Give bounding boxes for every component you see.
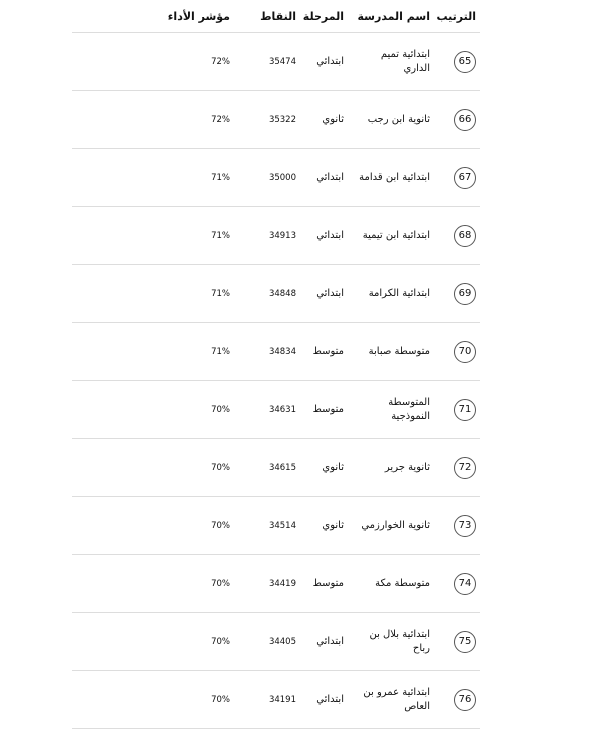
performance-cell — [72, 33, 248, 91]
school-name-cell: ابتدائية الكرامة — [344, 265, 430, 323]
points-cell — [248, 33, 296, 91]
points-cell — [248, 323, 296, 381]
stage-cell: متوسط — [296, 555, 344, 613]
points-cell — [248, 555, 296, 613]
stage-cell: ابتدائي — [296, 671, 344, 729]
table-row — [72, 265, 480, 323]
stage-cell: ابتدائي — [296, 149, 344, 207]
table-row — [72, 671, 480, 729]
rank-cell — [430, 613, 480, 671]
stage-cell: متوسط — [296, 381, 344, 439]
points-value: 34913 — [268, 230, 296, 241]
rank-badge: 73 — [454, 515, 476, 537]
performance-value: 70% — [211, 636, 230, 647]
school-name-cell: ثانوية الخوارزمي — [344, 497, 430, 555]
performance-value: 72% — [211, 56, 230, 67]
performance-cell — [72, 381, 248, 439]
ranking-table-container — [72, 0, 480, 729]
rank-badge: 67 — [454, 167, 476, 189]
performance-value: 70% — [211, 694, 230, 705]
performance-value: 70% — [211, 578, 230, 589]
rank-cell — [430, 323, 480, 381]
table-body — [72, 33, 480, 729]
rank-badge: 65 — [454, 51, 476, 73]
points-cell — [248, 381, 296, 439]
rank-badge: 66 — [454, 109, 476, 131]
school-name-cell: ابتدائية ابن قدامة — [344, 149, 430, 207]
rank-cell — [430, 497, 480, 555]
points-value: 35322 — [268, 114, 296, 125]
performance-cell — [72, 671, 248, 729]
rank-cell — [430, 207, 480, 265]
rank-badge: 69 — [454, 283, 476, 305]
performance-cell — [72, 323, 248, 381]
school-name-cell: ابتدائية تميم الداري — [344, 33, 430, 91]
header-points: النقاط — [248, 0, 296, 33]
performance-cell — [72, 91, 248, 149]
points-cell — [248, 91, 296, 149]
header-stage: المرحلة — [296, 0, 344, 33]
points-value: 34514 — [268, 520, 296, 531]
performance-value: 71% — [211, 230, 230, 241]
school-name-cell: ثانوية جرير — [344, 439, 430, 497]
header-rank: الترتيب — [430, 0, 480, 33]
performance-value: 70% — [211, 462, 230, 473]
header-row — [72, 0, 480, 33]
rank-cell — [430, 381, 480, 439]
performance-cell — [72, 613, 248, 671]
school-name-cell: ابتدائية ابن تيمية — [344, 207, 430, 265]
points-cell — [248, 497, 296, 555]
performance-cell — [72, 207, 248, 265]
points-value: 34834 — [268, 346, 296, 357]
points-value: 34191 — [268, 694, 296, 705]
points-value: 35474 — [268, 56, 296, 67]
stage-cell: ثانوي — [296, 439, 344, 497]
points-value: 34405 — [268, 636, 296, 647]
header-performance: مؤشر الأداء — [72, 0, 248, 33]
performance-cell — [72, 439, 248, 497]
rank-badge: 74 — [454, 573, 476, 595]
points-cell — [248, 149, 296, 207]
performance-cell — [72, 497, 248, 555]
school-name-cell: ثانوية ابن رجب — [344, 91, 430, 149]
school-name-cell: متوسطة مكة — [344, 555, 430, 613]
performance-value: 71% — [211, 346, 230, 357]
table-row — [72, 207, 480, 265]
rank-cell — [430, 149, 480, 207]
school-name-cell: متوسطة صبابة — [344, 323, 430, 381]
school-ranking-table — [72, 0, 480, 729]
performance-cell — [72, 555, 248, 613]
points-value: 34615 — [268, 462, 296, 473]
table-row — [72, 323, 480, 381]
points-cell — [248, 613, 296, 671]
points-cell — [248, 207, 296, 265]
rank-badge: 76 — [454, 689, 476, 711]
stage-cell: ابتدائي — [296, 207, 344, 265]
performance-value: 70% — [211, 520, 230, 531]
points-value: 34419 — [268, 578, 296, 589]
header-school-name: اسم المدرسة — [344, 0, 430, 33]
rank-cell — [430, 671, 480, 729]
stage-cell: ثانوي — [296, 91, 344, 149]
points-cell — [248, 439, 296, 497]
rank-badge: 70 — [454, 341, 476, 363]
points-cell — [248, 265, 296, 323]
rank-cell — [430, 439, 480, 497]
performance-value: 70% — [211, 404, 230, 415]
points-value: 34848 — [268, 288, 296, 299]
table-row — [72, 439, 480, 497]
performance-cell — [72, 265, 248, 323]
rank-badge: 72 — [454, 457, 476, 479]
rank-cell — [430, 91, 480, 149]
stage-cell: متوسط — [296, 323, 344, 381]
stage-cell: ابتدائي — [296, 265, 344, 323]
school-name-cell: المتوسطة النموذجية — [344, 381, 430, 439]
table-row — [72, 149, 480, 207]
table-row — [72, 381, 480, 439]
rank-badge: 68 — [454, 225, 476, 247]
performance-value: 72% — [211, 114, 230, 125]
rank-badge: 75 — [454, 631, 476, 653]
table-row — [72, 497, 480, 555]
performance-value: 71% — [211, 172, 230, 183]
table-row — [72, 555, 480, 613]
table-row — [72, 613, 480, 671]
table-row — [72, 91, 480, 149]
table-header — [72, 0, 480, 33]
school-name-cell: ابتدائية بلال بن رباح — [344, 613, 430, 671]
rank-cell — [430, 555, 480, 613]
rank-cell — [430, 265, 480, 323]
points-value: 35000 — [268, 172, 296, 183]
stage-cell: ابتدائي — [296, 613, 344, 671]
school-name-cell: ابتدائية عمرو بن العاص — [344, 671, 430, 729]
stage-cell: ابتدائي — [296, 33, 344, 91]
rank-badge: 71 — [454, 399, 476, 421]
performance-cell — [72, 149, 248, 207]
table-row — [72, 33, 480, 91]
stage-cell: ثانوي — [296, 497, 344, 555]
rank-cell — [430, 33, 480, 91]
performance-value: 71% — [211, 288, 230, 299]
points-value: 34631 — [268, 404, 296, 415]
points-cell — [248, 671, 296, 729]
